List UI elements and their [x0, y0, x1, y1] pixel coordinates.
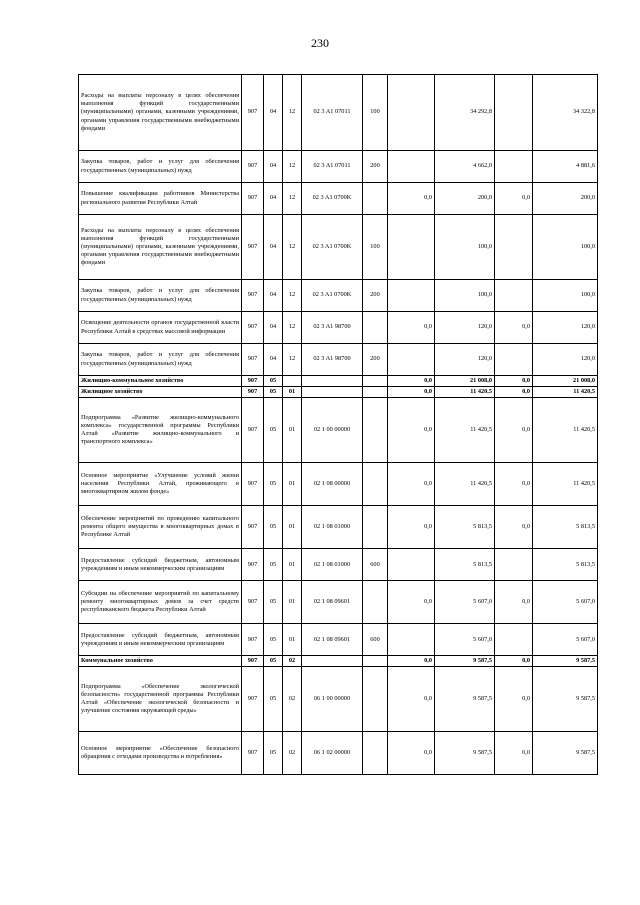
table-row: [79, 75, 598, 151]
table-row: [79, 280, 598, 312]
row-amount-3: [495, 549, 533, 581]
row-expense-type: 200: [363, 280, 388, 312]
row-amount-2: 21 008,0: [435, 376, 495, 387]
row-section-code: 05: [264, 732, 283, 775]
row-amount-3: [495, 624, 533, 656]
table-row: [79, 387, 598, 398]
row-section-code: 04: [264, 280, 283, 312]
row-grbs-code: 907: [242, 387, 264, 398]
row-name: Расходы на выплаты персоналу в целях обеспечения выполнения функций государственными (муниципальными) органами, казенными учреждениями, органами управления государственными внебюджетными фондами: [79, 75, 242, 151]
table-row: [79, 506, 598, 549]
row-amount-2: 34 292,8: [435, 75, 495, 151]
row-section-code: 05: [264, 624, 283, 656]
row-expense-type: 200: [363, 344, 388, 376]
row-amount-3: [495, 215, 533, 280]
table-row: [79, 581, 598, 624]
row-amount-4: 11 420,5: [533, 387, 598, 398]
row-amount-4: 120,0: [533, 344, 598, 376]
row-name: Подпрограмма «Развитие жилищно-коммунального комплекса» государственной программы Республики Алтай «Развитие жилищно-коммунального и транспортного комплекса»: [79, 398, 242, 463]
row-amount-2: 5 813,5: [435, 549, 495, 581]
row-amount-4: 5 607,0: [533, 624, 598, 656]
row-expense-type: [363, 376, 388, 387]
table-row: [79, 732, 598, 775]
row-name: Закупка товаров, работ и услуг для обеспечения государственных (муниципальных) нужд: [79, 280, 242, 312]
row-subsection-code: 12: [283, 215, 302, 280]
row-section-code: 05: [264, 376, 283, 387]
row-target-article: 02 3 A1 0700K: [302, 215, 363, 280]
row-name: Основное мероприятие «Обеспечение безопасного обращения с отходами производства и потребления»: [79, 732, 242, 775]
row-grbs-code: 907: [242, 732, 264, 775]
row-subsection-code: 12: [283, 75, 302, 151]
row-expense-type: [363, 581, 388, 624]
row-amount-2: 11 420,5: [435, 463, 495, 506]
row-amount-1: [388, 624, 435, 656]
row-name: Повышение квалификации работников Министерства регионального развития Республики Алтай: [79, 183, 242, 215]
row-subsection-code: 12: [283, 344, 302, 376]
row-amount-2: 5 607,0: [435, 624, 495, 656]
row-amount-2: 100,0: [435, 280, 495, 312]
row-section-code: 05: [264, 581, 283, 624]
row-amount-2: 200,0: [435, 183, 495, 215]
row-amount-3: [495, 344, 533, 376]
row-grbs-code: 907: [242, 581, 264, 624]
row-amount-2: 5 813,5: [435, 506, 495, 549]
row-grbs-code: 907: [242, 376, 264, 387]
row-amount-2: 5 607,0: [435, 581, 495, 624]
row-section-code: 05: [264, 463, 283, 506]
row-amount-1: 0,0: [388, 732, 435, 775]
row-section-code: 04: [264, 75, 283, 151]
row-subsection-code: 01: [283, 387, 302, 398]
budget-table: [78, 74, 598, 775]
row-target-article: 02 3 A1 0700K: [302, 280, 363, 312]
row-target-article: [302, 656, 363, 667]
row-amount-4: 4 881,6: [533, 151, 598, 183]
row-expense-type: 100: [363, 75, 388, 151]
row-expense-type: [363, 183, 388, 215]
row-target-article: 02 3 A1 98700: [302, 344, 363, 376]
row-amount-1: 0,0: [388, 506, 435, 549]
row-expense-type: [363, 312, 388, 344]
row-expense-type: [363, 463, 388, 506]
row-section-code: 05: [264, 656, 283, 667]
row-grbs-code: 907: [242, 656, 264, 667]
table-body: [79, 75, 598, 775]
row-section-code: 05: [264, 387, 283, 398]
row-amount-3: 0,0: [495, 732, 533, 775]
row-amount-2: 120,0: [435, 344, 495, 376]
row-name: Расходы на выплаты персоналу в целях обеспечения выполнения функций государственными (муниципальными) органами, казенными учреждениями, органами управления государственными внебюджетными фондами: [79, 215, 242, 280]
row-name: Субсидии на обеспечение мероприятий по капитальному ремонту многоквартирных домов за счет средств республиканского бюджета Республики Алтай: [79, 581, 242, 624]
row-name: Закупка товаров, работ и услуг для обеспечения государственных (муниципальных) нужд: [79, 344, 242, 376]
row-amount-4: 120,0: [533, 312, 598, 344]
row-amount-2: 9 587,5: [435, 656, 495, 667]
row-amount-3: 0,0: [495, 463, 533, 506]
row-subsection-code: 01: [283, 581, 302, 624]
row-section-code: 04: [264, 183, 283, 215]
row-name: Жилищное хозяйство: [79, 387, 242, 398]
row-grbs-code: 907: [242, 624, 264, 656]
row-amount-1: [388, 280, 435, 312]
row-subsection-code: 01: [283, 463, 302, 506]
row-expense-type: [363, 506, 388, 549]
row-expense-type: [363, 667, 388, 732]
row-grbs-code: 907: [242, 312, 264, 344]
row-expense-type: 100: [363, 215, 388, 280]
row-amount-1: [388, 344, 435, 376]
row-amount-4: 9 587,5: [533, 667, 598, 732]
row-amount-1: 0,0: [388, 667, 435, 732]
row-grbs-code: 907: [242, 280, 264, 312]
row-amount-3: [495, 75, 533, 151]
row-name: Основное мероприятие «Улучшение условий жизни населения Республики Алтай, проживающего в многоквартирном жилом фонде»: [79, 463, 242, 506]
row-amount-3: 0,0: [495, 656, 533, 667]
table-row: [79, 624, 598, 656]
row-amount-4: 5 607,0: [533, 581, 598, 624]
row-subsection-code: 02: [283, 732, 302, 775]
row-section-code: 05: [264, 667, 283, 732]
row-amount-3: [495, 151, 533, 183]
row-amount-3: 0,0: [495, 183, 533, 215]
row-amount-1: [388, 549, 435, 581]
row-subsection-code: 12: [283, 183, 302, 215]
table-row: [79, 344, 598, 376]
row-expense-type: [363, 387, 388, 398]
row-amount-1: [388, 75, 435, 151]
row-amount-4: 100,0: [533, 280, 598, 312]
row-expense-type: 600: [363, 624, 388, 656]
row-subsection-code: 01: [283, 398, 302, 463]
row-section-code: 05: [264, 506, 283, 549]
row-target-article: 06 1 00 00000: [302, 667, 363, 732]
row-name: Освещение деятельности органов государственной власти Республики Алтай в средствах массовой информации: [79, 312, 242, 344]
row-target-article: 02 1 08 00000: [302, 463, 363, 506]
row-amount-4: 34 322,8: [533, 75, 598, 151]
row-amount-4: 5 813,5: [533, 549, 598, 581]
row-amount-3: 0,0: [495, 581, 533, 624]
row-amount-3: 0,0: [495, 398, 533, 463]
row-amount-2: 9 587,5: [435, 667, 495, 732]
row-amount-1: 0,0: [388, 656, 435, 667]
row-target-article: 02 1 08 09601: [302, 624, 363, 656]
row-amount-3: 0,0: [495, 506, 533, 549]
row-amount-1: [388, 151, 435, 183]
row-expense-type: [363, 732, 388, 775]
row-target-article: 02 1 08 09601: [302, 581, 363, 624]
row-amount-3: 0,0: [495, 312, 533, 344]
row-subsection-code: 01: [283, 549, 302, 581]
row-name: Закупка товаров, работ и услуг для обеспечения государственных (муниципальных) нужд: [79, 151, 242, 183]
row-name: Обеспечение мероприятий по проведению капитального ремонта общего имущества в многоквартирных домах в Республике Алтай: [79, 506, 242, 549]
row-target-article: 02 3 A1 07011: [302, 75, 363, 151]
row-amount-3: [495, 280, 533, 312]
row-amount-1: 0,0: [388, 581, 435, 624]
row-name: Предоставление субсидий бюджетным, автономным учреждениям и иным некоммерческим организациям: [79, 549, 242, 581]
row-amount-2: 100,0: [435, 215, 495, 280]
row-amount-1: 0,0: [388, 398, 435, 463]
table-row: [79, 312, 598, 344]
row-subsection-code: 12: [283, 151, 302, 183]
row-amount-3: 0,0: [495, 667, 533, 732]
row-grbs-code: 907: [242, 463, 264, 506]
row-subsection-code: 12: [283, 280, 302, 312]
row-subsection-code: 01: [283, 506, 302, 549]
row-expense-type: 600: [363, 549, 388, 581]
row-name: Предоставление субсидий бюджетным, автономным учреждениям и иным некоммерческим организациям: [79, 624, 242, 656]
table-row: [79, 398, 598, 463]
row-subsection-code: 12: [283, 312, 302, 344]
row-section-code: 04: [264, 151, 283, 183]
row-amount-4: 200,0: [533, 183, 598, 215]
table-row: [79, 376, 598, 387]
row-grbs-code: 907: [242, 667, 264, 732]
row-amount-4: 9 587,5: [533, 732, 598, 775]
row-target-article: 02 3 A1 07011: [302, 151, 363, 183]
row-amount-4: 21 008,0: [533, 376, 598, 387]
row-amount-1: 0,0: [388, 183, 435, 215]
page-number: 230: [311, 36, 329, 50]
row-section-code: 04: [264, 344, 283, 376]
row-section-code: 04: [264, 312, 283, 344]
row-amount-2: 11 420,5: [435, 387, 495, 398]
row-target-article: 02 1 00 00000: [302, 398, 363, 463]
row-target-article: [302, 387, 363, 398]
row-name: Подпрограмма «Обеспечение экологической безопасности» государственной программы Республики Алтай «Обеспечение экологической безопасности и улучшение состояния окружающей среды»: [79, 667, 242, 732]
row-target-article: 02 3 A1 0700K: [302, 183, 363, 215]
row-subsection-code: 01: [283, 624, 302, 656]
row-amount-1: [388, 215, 435, 280]
row-amount-4: 100,0: [533, 215, 598, 280]
row-subsection-code: 02: [283, 667, 302, 732]
row-amount-4: 11 420,5: [533, 463, 598, 506]
row-section-code: 04: [264, 215, 283, 280]
row-amount-1: 0,0: [388, 376, 435, 387]
row-amount-4: 5 813,5: [533, 506, 598, 549]
row-target-article: 06 1 02 00000: [302, 732, 363, 775]
row-target-article: 02 1 08 01000: [302, 549, 363, 581]
row-subsection-code: [283, 376, 302, 387]
row-grbs-code: 907: [242, 344, 264, 376]
row-target-article: [302, 376, 363, 387]
table-row: [79, 151, 598, 183]
row-grbs-code: 907: [242, 75, 264, 151]
row-subsection-code: 02: [283, 656, 302, 667]
table-row: [79, 667, 598, 732]
row-grbs-code: 907: [242, 151, 264, 183]
row-amount-3: 0,0: [495, 387, 533, 398]
table-row: [79, 183, 598, 215]
row-grbs-code: 907: [242, 215, 264, 280]
row-amount-2: 4 662,0: [435, 151, 495, 183]
table-row: [79, 215, 598, 280]
row-expense-type: [363, 656, 388, 667]
row-target-article: 02 1 08 01000: [302, 506, 363, 549]
table-row: [79, 656, 598, 667]
row-target-article: 02 3 A1 98700: [302, 312, 363, 344]
row-amount-1: 0,0: [388, 312, 435, 344]
table-row: [79, 463, 598, 506]
row-grbs-code: 907: [242, 549, 264, 581]
row-amount-1: 0,0: [388, 463, 435, 506]
table-row: [79, 549, 598, 581]
row-amount-1: 0,0: [388, 387, 435, 398]
row-grbs-code: 907: [242, 398, 264, 463]
row-expense-type: 200: [363, 151, 388, 183]
row-amount-4: 11 420,5: [533, 398, 598, 463]
row-amount-2: 9 587,5: [435, 732, 495, 775]
row-amount-2: 11 420,5: [435, 398, 495, 463]
row-amount-2: 120,0: [435, 312, 495, 344]
row-section-code: 05: [264, 398, 283, 463]
row-amount-4: 9 587,5: [533, 656, 598, 667]
row-grbs-code: 907: [242, 183, 264, 215]
row-grbs-code: 907: [242, 506, 264, 549]
row-expense-type: [363, 398, 388, 463]
row-name: Жилищно-коммунальное хозяйство: [79, 376, 242, 387]
row-section-code: 05: [264, 549, 283, 581]
row-name: Коммунальное хозяйство: [79, 656, 242, 667]
row-amount-3: 0,0: [495, 376, 533, 387]
